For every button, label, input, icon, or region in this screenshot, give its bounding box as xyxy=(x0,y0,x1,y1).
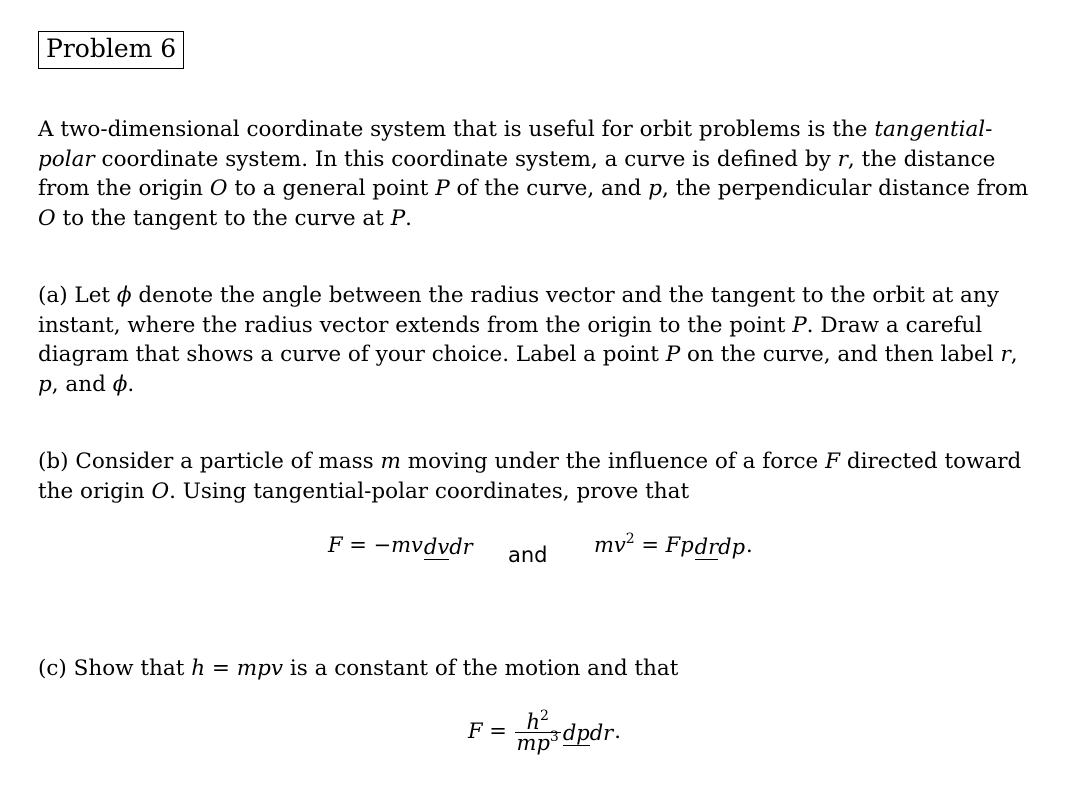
eq2-denominator: dp xyxy=(718,534,746,559)
var-P: P xyxy=(390,205,406,231)
eq3-fraction-2 xyxy=(562,720,614,745)
eq1-lhs: F = −mv xyxy=(328,533,423,557)
var-phi: ϕ xyxy=(112,371,128,397)
intro-term-italic: tangential-polar xyxy=(38,117,993,172)
part-a-text-5: , xyxy=(1010,342,1018,367)
part-c-text-2: is a constant of the motion and that xyxy=(283,656,679,681)
intro-text-1: A two-dimensional coordinate system that is useful for orbit problems is the xyxy=(38,117,875,142)
part-b-text-2: moving under the influence of a force xyxy=(400,449,826,474)
part-c-text-1: (c) Show that xyxy=(38,656,192,681)
part-a-text-6: , and xyxy=(51,371,113,397)
intro-text-5: of the curve, and xyxy=(449,176,649,201)
eq2-fraction xyxy=(694,534,746,559)
eq3-fraction-1 xyxy=(515,708,561,755)
var-P: P xyxy=(665,342,681,367)
var-p: p xyxy=(648,176,663,201)
var-F: F xyxy=(825,449,840,474)
var-O: O xyxy=(151,478,170,504)
equation-force-dv-dr xyxy=(328,533,474,557)
part-c-paragraph xyxy=(38,654,1038,684)
intro-text-7: to the tangent to the curve at xyxy=(55,205,391,231)
var-m: m xyxy=(380,449,401,474)
part-a-text-7: . xyxy=(127,371,135,397)
problem-title: Problem 6 xyxy=(38,31,184,69)
intro-text-8: . xyxy=(405,205,412,231)
and-word: and xyxy=(508,543,548,567)
eq2-lhs: mv xyxy=(594,533,626,557)
part-b-text-4: . Using tangential-polar coordinates, prove that xyxy=(169,478,690,504)
intro-text-2: coordinate system. In this coordinate system, a curve is defined by xyxy=(94,146,838,172)
intro-text-3: , the distance from the origin xyxy=(38,146,996,201)
part-a-text-1: (a) Let xyxy=(38,283,117,308)
part-a-text-2: denote the angle between the radius vector and the tangent to the orbit at any instant, where the radius vector extends from the origin to the point xyxy=(38,283,999,338)
eq3-num1-exp: 2 xyxy=(539,708,549,724)
eq2-mid: = Fp xyxy=(634,533,694,557)
eq3-den1-exp: 3 xyxy=(549,729,559,745)
part-b-paragraph xyxy=(38,447,1038,506)
part-a-paragraph xyxy=(38,281,1038,399)
eq2-numerator: dr xyxy=(694,534,719,559)
equation-force-h2-mp3 xyxy=(468,708,621,755)
eq3-period: . xyxy=(614,719,621,743)
eq2-period: . xyxy=(746,533,753,557)
var-r: r xyxy=(1000,342,1011,367)
eq3-denominator-1 xyxy=(515,729,561,755)
part-b-text-1: (b) Consider a particle of mass xyxy=(38,449,381,474)
inline-equation-mpv: = mpv xyxy=(205,656,284,681)
part-a-text-3: . Draw a careful diagram that shows a curve of your choice. Label a point xyxy=(38,312,983,367)
var-p: p xyxy=(38,371,52,397)
var-O: O xyxy=(38,205,56,231)
part-b-text-3: directed toward the origin xyxy=(38,449,1022,504)
var-phi: ϕ xyxy=(116,283,132,308)
eq2-exponent: 2 xyxy=(625,531,635,547)
intro-paragraph xyxy=(38,115,1038,233)
eq1-numerator: dv xyxy=(423,534,450,559)
eq1-fraction xyxy=(423,534,473,559)
eq3-denominator-2: dr xyxy=(589,720,614,745)
eq3-numerator-2: dp xyxy=(562,720,590,745)
var-O: O xyxy=(209,176,228,201)
var-r: r xyxy=(837,146,848,172)
intro-text-6: , the perpendicular distance from xyxy=(662,176,1029,201)
var-h: h xyxy=(191,656,206,681)
eq3-num1-base: h xyxy=(526,710,540,734)
eq3-den1-base: mp xyxy=(516,731,550,755)
eq3-lhs: F = xyxy=(468,719,507,743)
var-P: P xyxy=(435,176,450,201)
var-P: P xyxy=(792,312,807,338)
eq1-denominator: dr xyxy=(449,534,473,559)
part-a-text-4: on the curve, and then label xyxy=(680,342,1001,367)
equation-mv2-fp-dr-dp xyxy=(594,533,753,557)
intro-text-4: to a general point xyxy=(227,176,436,201)
